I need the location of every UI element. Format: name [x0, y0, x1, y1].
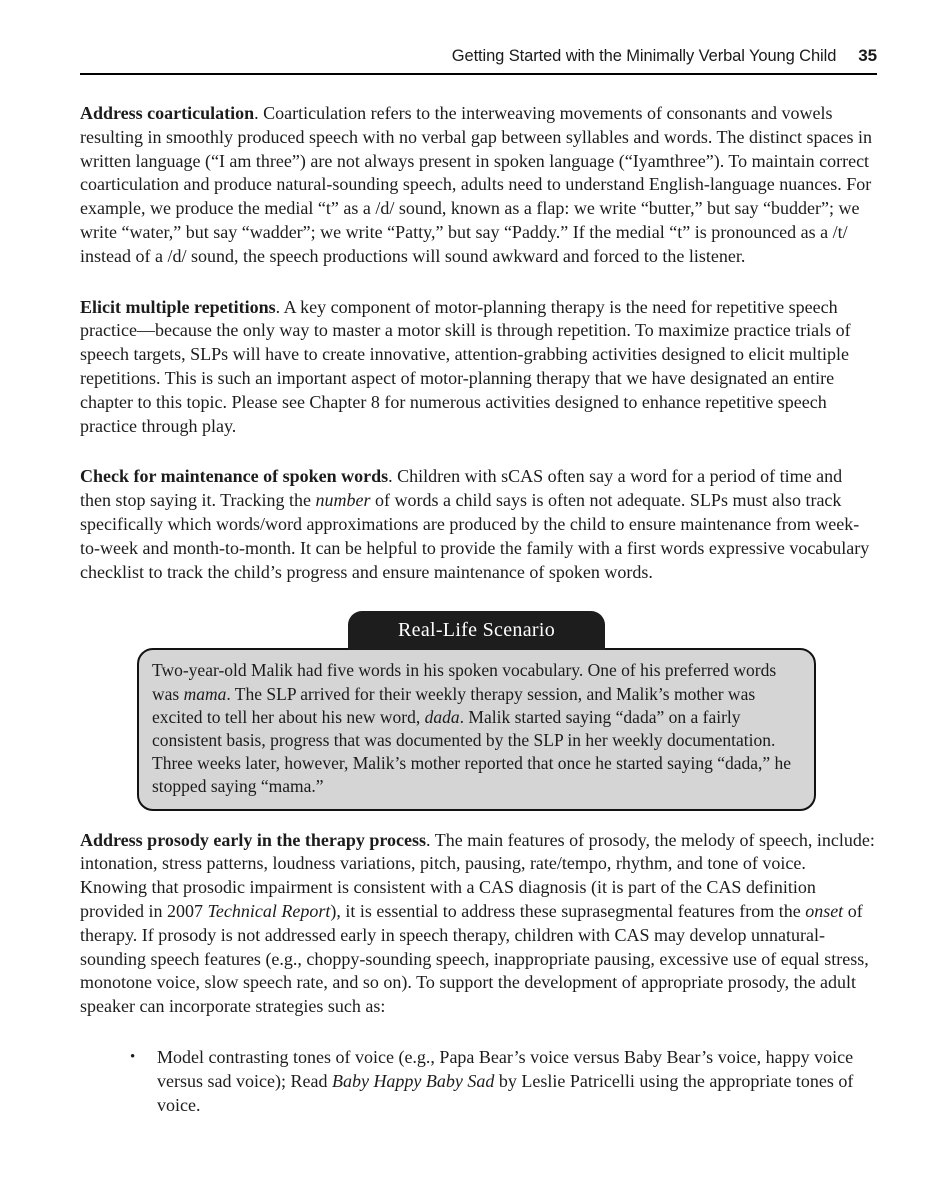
- bullet-marker-icon: •: [130, 1048, 136, 1065]
- paragraph-prosody: Address prosody early in the therapy process. The main features of prosody, the melody of speech, include: intonation, stress patterns, loudness variations, pitch, pausing, rate/tempo, rhythm, and tone of voice. Knowing that prosodic impairment is consistent with a CAS diagnosis (it is part of the CAS definition provided in 2007 Technical Report), it is essential to address these suprasegmental features from the onset of therapy. If prosody is not addressed early in speech therapy, children with CAS may develop unnatural-sounding speech features (e.g., choppy-sounding speech, inappropriate pausing, excessive use of equal stress, monotone voice, slow speech rate, and so on). To support the development of appropriate prosody, the adult speaker can incorporate strategies such as:: [80, 829, 875, 1017]
- scenario-tab: [348, 611, 605, 650]
- header-title: Getting Started with the Minimally Verbal Young Child: [451, 47, 837, 65]
- paragraph-repetitions: Elicit multiple repetitions. A key component of motor-planning therapy is the need for repetitive speech practice—because the only way to master a motor skill is through repetition. To maximize practice trials of speech targets, SLPs will have to create innovative, attention-grabbing activities designed to elicit multiple repetitions. This is such an important aspect of motor-planning therapy that we have designated an entire chapter to this topic. Please see Chapter 8 for numerous activities designed to enhance repetitive speech practice through play.: [80, 296, 851, 436]
- scenario-tab-label: Real-Life Scenario: [398, 618, 555, 641]
- scenario-callout: [137, 611, 816, 810]
- page-number: 35: [858, 46, 877, 65]
- bullet-list: [80, 1046, 877, 1117]
- bullet-item: [130, 1046, 877, 1117]
- page-content: [80, 102, 877, 1117]
- paragraph-coarticulation: Address coarticulation. Coarticulation refers to the interweaving movements of consonants and vowels resulting in smoothly produced speech with no verbal gap between syllables and words. The distinct spaces in written language (“I am three”) are not always present in spoken language (“Iyamthree”). To maintain correct coarticulation and produce natural-sounding speech, adults need to understand English-language nuances. For example, we produce the medial “t” as a /d/ sound, known as a flap: we write “butter,” but say “budder”; we write “water,” but say “wadder”; we write “Patty,” but say “Paddy.” If the medial “t” is pronounced as a /t/ instead of a /d/ sound, the speech productions will sound awkward and forced to the listener.: [80, 103, 872, 266]
- scenario-text: Two-year-old Malik had five words in his spoken vocabulary. One of his preferred words was mama. The SLP arrived for their weekly therapy session, and Malik’s mother was excited to tell her about his new word, dada. Malik started saying “dada” on a fairly consistent basis, progress that was documented by the SLP in her weekly documentation. Three weeks later, however, Malik’s mother reported that once he started saying “dada,” he stopped saying “mama.”: [152, 660, 792, 797]
- bullet-text: Model contrasting tones of voice (e.g., Papa Bear’s voice versus Baby Bear’s voice, happy voice versus sad voice); Read Baby Happy Baby Sad by Leslie Patricelli using the appropriate tones of voice.: [157, 1046, 854, 1115]
- scenario-box: [137, 648, 816, 810]
- running-header: [80, 46, 877, 75]
- paragraph-maintenance: Check for maintenance of spoken words. Children with sCAS often say a word for a period of time and then stop saying it. Tracking the number of words a child says is often not adequate. SLPs must also track specifically which words/word approximations are produced by the child to ensure maintenance from week-to-week and month-to-month. It can be helpful to provide the family with a first words expressive vocabulary checklist to track the child’s progress and ensure maintenance of spoken words.: [80, 466, 870, 582]
